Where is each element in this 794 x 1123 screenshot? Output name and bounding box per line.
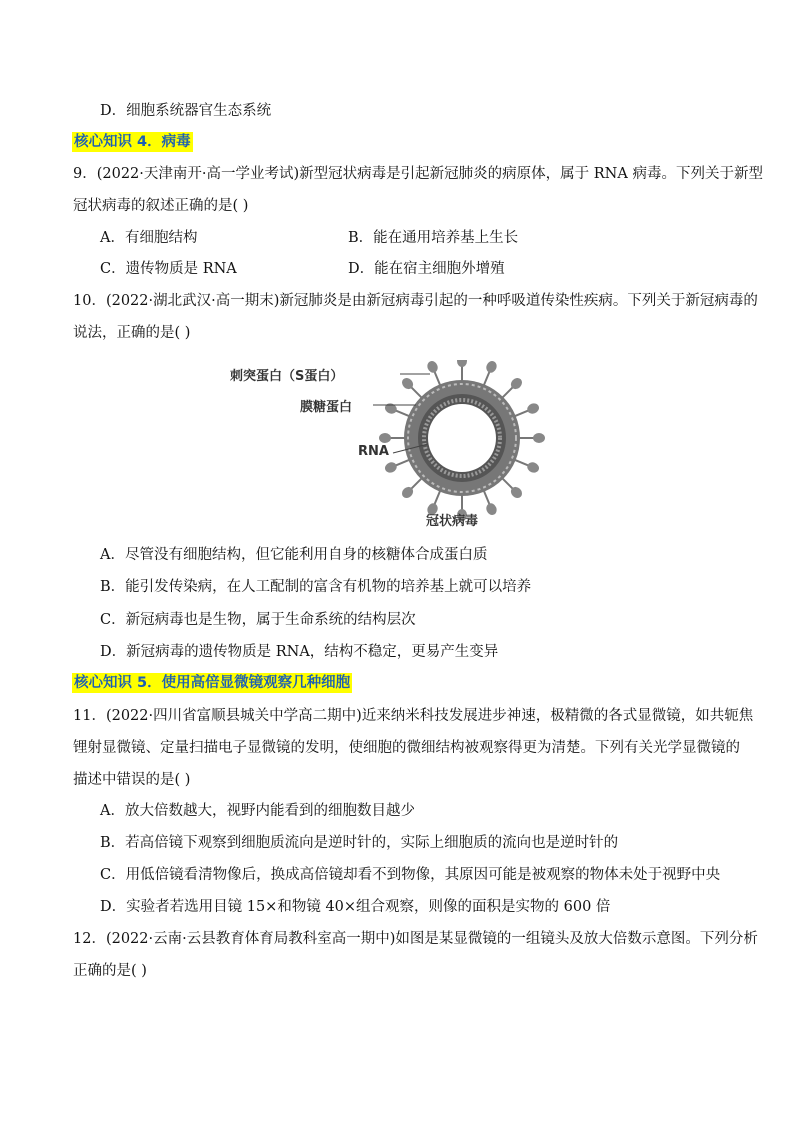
spike-stalk <box>483 490 489 505</box>
spike-head <box>533 433 545 443</box>
q10-option-d: D．新冠病毒的遗传物质是 RNA，结构不稳定，更易产生变异 <box>100 644 499 660</box>
q11-option-a: A．放大倍数越大，视野内能看到的细胞数目越少 <box>100 803 415 819</box>
spike-head <box>526 402 541 416</box>
spike-stalk <box>502 387 513 398</box>
spike-stalk <box>483 371 489 386</box>
spike-head <box>485 360 499 374</box>
spike-stalk <box>395 459 410 465</box>
q9-stem-line1: 9．(2022·天津南开·高一学业考试)新型冠状病毒是引起新冠肺炎的病原体，属于 RNA 病毒。下列关于新型 <box>73 166 763 182</box>
section-heading-5: 核心知识 5．使用高倍显微镜观察几种细胞 <box>74 675 351 691</box>
label-spike-protein: 刺突蛋白（S蛋白） <box>230 369 344 384</box>
figure-caption: 冠状病毒 <box>426 514 479 529</box>
section-heading-4: 核心知识 4．病毒 <box>74 134 191 150</box>
q11-option-c: C．用低倍镜看清物像后，换成高倍镜却看不到物像，其原因可能是被观察的物体未处于视野中央 <box>100 867 721 883</box>
coronavirus-illustration <box>230 360 550 535</box>
spike-stalk <box>411 387 422 398</box>
q12-stem-line2: 正确的是( ) <box>73 963 147 979</box>
q10-stem-line1: 10．(2022·湖北武汉·高一期末)新冠肺炎是由新冠病毒引起的一种呼吸道传染性疾病。下列关于新冠病毒的 <box>73 293 758 309</box>
q8-option-d: D．细胞系统器官生态系统 <box>100 103 272 119</box>
spike-head <box>383 461 398 475</box>
spike-head <box>485 502 499 517</box>
label-rna: RNA <box>358 444 389 459</box>
q10-option-a: A．尽管没有细胞结构，但它能利用自身的核糖体合成蛋白质 <box>100 547 488 563</box>
q9-option-c: C．遗传物质是 RNA <box>100 261 237 277</box>
q11-stem-line2: 锂射显微镜、定量扫描电子显微镜的发明，使细胞的微细结构被观察得更为清楚。下列有关光学显微镜的 <box>73 740 740 756</box>
label-membrane-glycoprotein: 膜糖蛋白 <box>300 400 353 415</box>
spike-head <box>383 402 398 416</box>
spike-stalk <box>514 410 529 416</box>
spike-head <box>457 360 467 367</box>
q11-stem-line1: 11．(2022·四川省富顺县城关中学高二期中)近来纳米科技发展进步神速，极精微的各式显微镜，如共轭焦 <box>73 708 754 724</box>
q11-option-d: D．实验者若选用目镜 15×和物镜 40×组合观察，则像的面积是实物的 600 倍 <box>100 899 611 915</box>
q10-option-c: C．新冠病毒也是生物，属于生命系统的结构层次 <box>100 612 416 628</box>
spike-stalk <box>514 459 529 465</box>
q9-option-a: A．有细胞结构 <box>100 230 198 246</box>
spike-stalk <box>434 371 440 386</box>
coronavirus-figure <box>230 360 550 535</box>
virus-core <box>428 404 496 472</box>
spike-stalk <box>411 478 422 489</box>
spike-head <box>379 433 391 443</box>
spike-stalk <box>434 490 440 505</box>
q9-option-d: D．能在宿主细胞外增殖 <box>348 261 505 277</box>
q11-stem-line3: 描述中错误的是( ) <box>73 772 191 788</box>
q9-option-b: B．能在通用培养基上生长 <box>348 230 519 246</box>
spike-head <box>426 360 440 374</box>
spike-stalk <box>395 410 410 416</box>
spike-stalk <box>502 478 513 489</box>
q10-option-b: B．能引发传染病，在人工配制的富含有机物的培养基上就可以培养 <box>100 579 532 595</box>
q9-stem-line2: 冠状病毒的叙述正确的是( ) <box>73 198 249 214</box>
q10-stem-line2: 说法，正确的是( ) <box>73 325 191 341</box>
q11-option-b: B．若高倍镜下观察到细胞质流向是逆时针的，实际上细胞质的流向也是逆时针的 <box>100 835 619 851</box>
q12-stem-line1: 12．(2022·云南·云县教育体育局教科室高一期中)如图是某显微镜的一组镜头及放大倍数示意图。下列分析 <box>73 931 758 947</box>
spike-head <box>526 461 541 475</box>
